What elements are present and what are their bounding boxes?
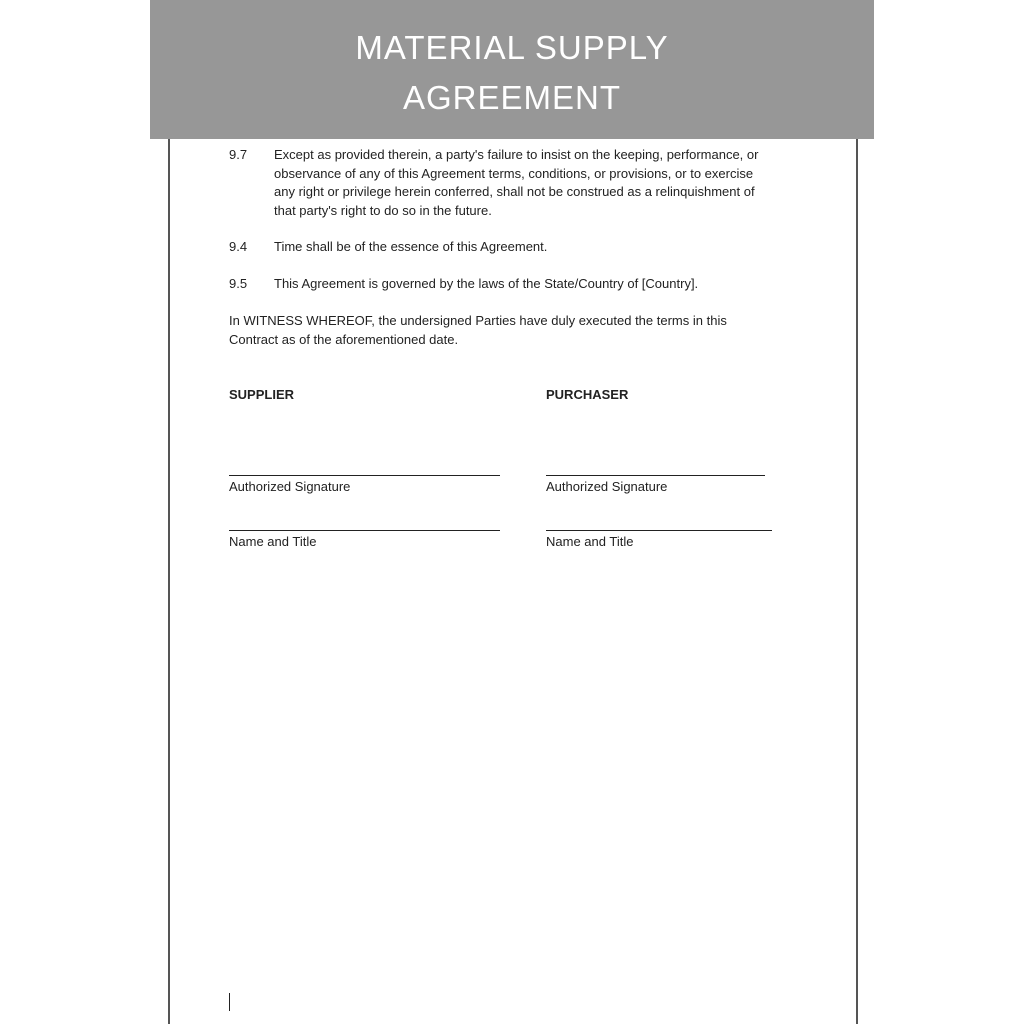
purchaser-name-label: Name and Title: [546, 534, 634, 549]
purchaser-signature-label: Authorized Signature: [546, 479, 668, 494]
title-line-1: MATERIAL SUPPLY: [355, 29, 669, 66]
title-line-2: AGREEMENT: [402, 79, 622, 116]
purchaser-name-line: [546, 530, 772, 531]
clause-text: observance of any of this Agreement terms, conditions, or provisions, or to exercise: [274, 165, 754, 181]
purchaser-heading: PURCHASER: [546, 387, 629, 402]
clause-text: Except as provided therein, a party's failure to insist on the keeping, performance, or: [274, 147, 759, 162]
clause-number: 9.5: [229, 276, 248, 291]
clause-number: 9.7: [229, 147, 248, 162]
purchaser-signature-line: [546, 475, 765, 476]
supplier-signature-line: [229, 475, 500, 476]
supplier-signature-label: Authorized Signature: [229, 479, 351, 494]
clause-text: This Agreement is governed by the laws of the State/Country of [Country].: [274, 276, 699, 291]
text-cursor: [229, 993, 230, 1011]
witness-text: Contract as of the aforementioned date.: [229, 331, 459, 347]
clause-text: that party's right to do so in the future.: [274, 202, 492, 218]
clause-number: 9.4: [229, 239, 248, 254]
title-banner: [150, 0, 874, 139]
clause-text: Time shall be of the essence of this Agreement.: [274, 239, 548, 254]
supplier-name-line: [229, 530, 500, 531]
supplier-heading: SUPPLIER: [229, 387, 295, 402]
witness-text: In WITNESS WHEREOF, the undersigned Parties have duly executed the terms in this: [229, 313, 727, 328]
clause-text: any right or privilege herein conferred, shall not be construed as a relinquishment of: [274, 184, 755, 199]
supplier-name-label: Name and Title: [229, 534, 317, 549]
